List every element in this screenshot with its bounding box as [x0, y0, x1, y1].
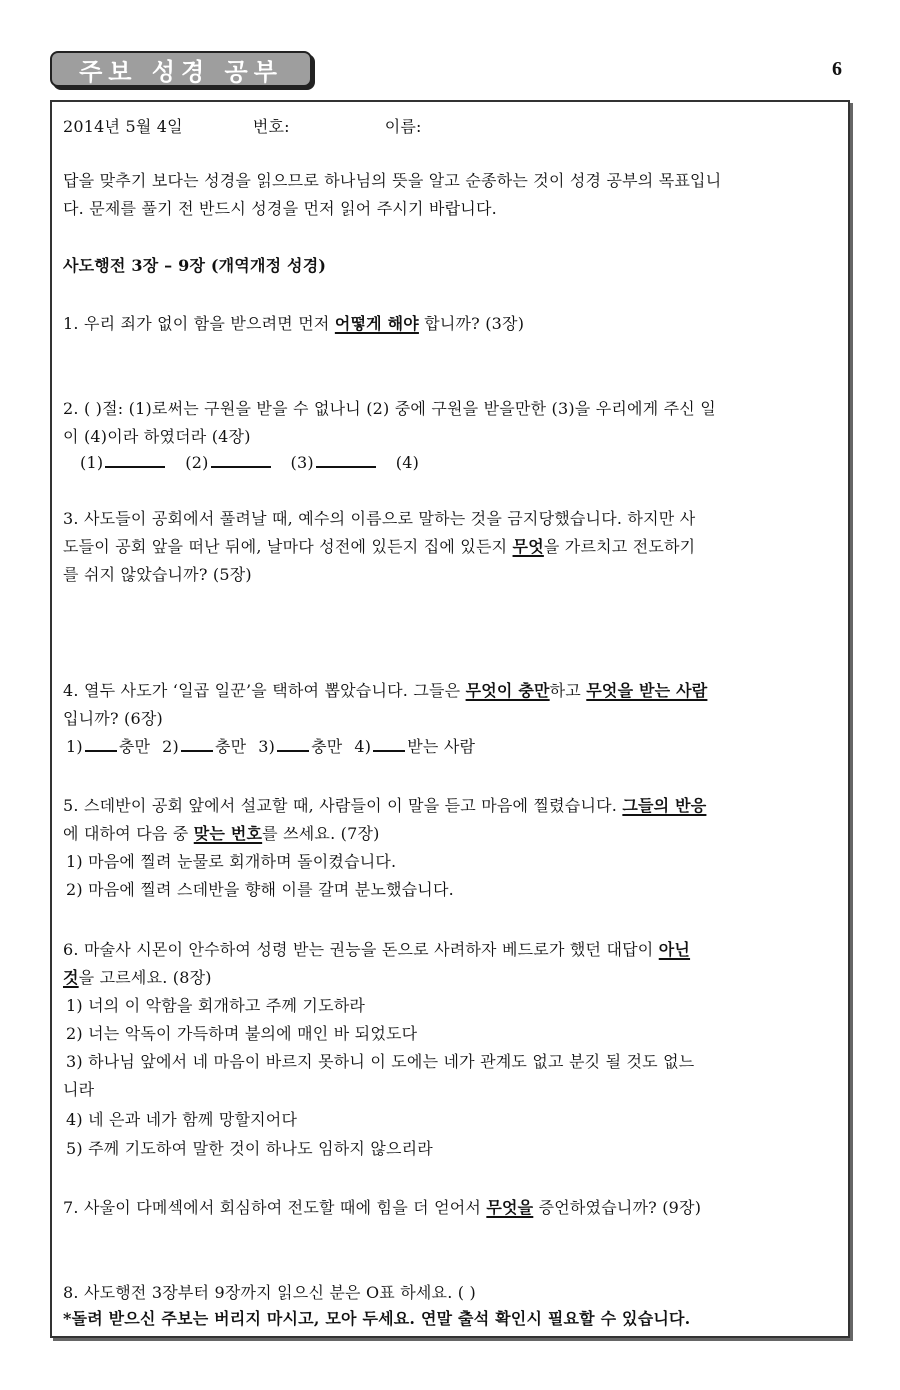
question-6-line-2 — [63, 967, 838, 989]
q4-blank-1[interactable] — [85, 736, 117, 752]
question-2-line-1: 2. ( )절: (1)로써는 구원을 받을 수 없나니 (2) 중에 구원을 받을만한 (3)을 우리에게 주신 일 — [63, 399, 716, 418]
question-4-line-1 — [63, 680, 838, 702]
answer-blank-1[interactable] — [105, 452, 165, 468]
q4-emphasis-2: 무엇을 받는 사람 — [586, 681, 708, 700]
q5-text-end: 를 쓰세요. (7장) — [262, 824, 380, 843]
question-3-line-3: 를 쉬지 않았습니까? (5장) — [63, 565, 252, 584]
q6-option-1: 1) 너의 이 악함을 회개하고 주께 기도하라 — [66, 996, 366, 1015]
question-3-line-2 — [63, 536, 838, 558]
q4-text-2: 충만 — [214, 737, 247, 756]
q4-blank-3[interactable] — [277, 736, 309, 752]
q7-text-end: 증언하였습니까? (9장) — [533, 1198, 702, 1217]
q5-text: 5. 스데반이 공회 앞에서 설교할 때, 사람들이 이 말을 듣고 마음에 찔렸습니다. — [63, 796, 623, 815]
q4-text-4: 받는 사람 — [407, 737, 476, 756]
question-2-line-2: 이 (4)이라 하였더라 (4장) — [63, 427, 251, 446]
q6-option-4: 4) 네 은과 네가 함께 망할지어다 — [66, 1110, 298, 1129]
question-5-line-2 — [63, 823, 838, 845]
q6-text: 6. 마술사 시몬이 안수하여 성령 받는 권능을 돈으로 사려하자 베드로가 했던 대답이 — [63, 940, 659, 959]
q5-option-2: 2) 마음에 찔려 스데반을 향해 이를 갈며 분노했습니다. — [66, 880, 454, 899]
q5-emphasis-2: 맞는 번호 — [193, 824, 263, 843]
question-7 — [63, 1197, 838, 1219]
q7-emphasis: 무엇을 — [486, 1198, 534, 1217]
number-label: 번호: — [252, 117, 290, 136]
q4-text: 4. 열두 사도가 ‘일곱 일꾼’을 택하여 뽑았습니다. 그들은 — [63, 681, 466, 700]
section-title: 사도행전 3장 – 9장 (개역개정 성경) — [63, 256, 327, 275]
q5-text-2: 에 대하여 다음 중 — [63, 824, 194, 843]
q4-blank-2[interactable] — [181, 736, 213, 752]
q3-text-end: 을 가르치고 전도하기 — [543, 537, 696, 556]
footer-note: *돌려 받으신 주보는 버리지 마시고, 모아 두세요. 연말 출석 확인시 필요할 수 있습니다. — [63, 1309, 691, 1328]
q4-label-3: 3) — [258, 737, 276, 756]
q1-text-end: 합니까? (3장) — [418, 314, 525, 333]
q4-blank-4[interactable] — [373, 736, 405, 752]
q4-text-3: 충만 — [311, 737, 343, 756]
question-3-line-1: 3. 사도들이 공회에서 풀려날 때, 예수의 이름으로 말하는 것을 금지당했습니다. 하지만 사 — [63, 509, 696, 528]
intro-line-2: 다. 문제를 풀기 전 반드시 성경을 먼저 읽어 주시기 바랍니다. — [63, 199, 497, 218]
q6-option-5: 5) 주께 기도하여 말한 것이 하나도 임하지 않으리라 — [66, 1139, 433, 1158]
q4-label-2: 2) — [162, 737, 179, 756]
q1-emphasis: 어떻게 해야 — [334, 314, 419, 333]
question-4-answers — [66, 736, 838, 758]
question-1 — [63, 313, 838, 335]
question-6-line-1 — [63, 939, 838, 961]
q3-text: 도들이 공회 앞을 떠난 뒤에, 날마다 성전에 있든지 집에 있든지 — [63, 537, 513, 556]
q7-text: 7. 사울이 다메섹에서 회심하여 전도할 때에 힘을 더 얻어서 — [63, 1198, 487, 1217]
q4-text-1: 충만 — [118, 737, 151, 756]
worksheet-box — [50, 100, 850, 1338]
q4-label-1: 1) — [66, 737, 83, 756]
page-number: 6 — [832, 58, 842, 80]
q1-text: 1. 우리 죄가 없이 함을 받으려면 먼저 — [63, 314, 335, 333]
blank-label-4: (4) — [395, 453, 420, 472]
answer-blank-2[interactable] — [211, 452, 271, 468]
question-5-line-1 — [63, 795, 838, 817]
question-2-blanks — [80, 452, 838, 474]
q4-emphasis-1: 무엇이 충만 — [465, 681, 550, 700]
q4-text-mid: 하고 — [549, 681, 587, 700]
question-4-line-2: 입니까? (6장) — [63, 709, 163, 728]
q6-text-end: 을 고르세요. (8장) — [78, 968, 212, 987]
q6-emphasis-1: 아닌 — [658, 940, 691, 959]
q3-emphasis: 무엇 — [512, 537, 544, 556]
q6-option-3-cont: 니라 — [63, 1080, 95, 1099]
name-label: 이름: — [384, 117, 422, 136]
q6-emphasis-2: 것 — [63, 968, 79, 987]
intro-line-1: 답을 맞추기 보다는 성경을 읽으므로 하나님의 뜻을 알고 순종하는 것이 성경 공부의 목표입니 — [63, 171, 722, 190]
answer-blank-3[interactable] — [316, 452, 376, 468]
q6-option-2: 2) 너는 악독이 가득하며 불의에 매인 바 되었도다 — [66, 1024, 418, 1043]
q4-label-4: 4) — [354, 737, 372, 756]
q6-option-3: 3) 하나님 앞에서 네 마음이 바르지 못하니 이 도에는 네가 관계도 없고 분깃 될 것도 없느 — [66, 1052, 695, 1071]
date: 2014년 5월 4일 — [63, 117, 183, 136]
blank-label-3: (3) — [290, 453, 314, 472]
page-title: 주보 성경 공부 — [50, 51, 312, 87]
q5-option-1: 1) 마음에 찔려 눈물로 회개하며 돌이켰습니다. — [66, 852, 397, 871]
info-row — [63, 116, 838, 138]
q5-emphasis-1: 그들의 반응 — [622, 796, 707, 815]
blank-label-2: (2) — [185, 453, 209, 472]
question-8: 8. 사도행전 3장부터 9장까지 읽으신 분은 O표 하세요. ( ) — [63, 1283, 476, 1302]
blank-label-1: (1) — [80, 453, 104, 472]
